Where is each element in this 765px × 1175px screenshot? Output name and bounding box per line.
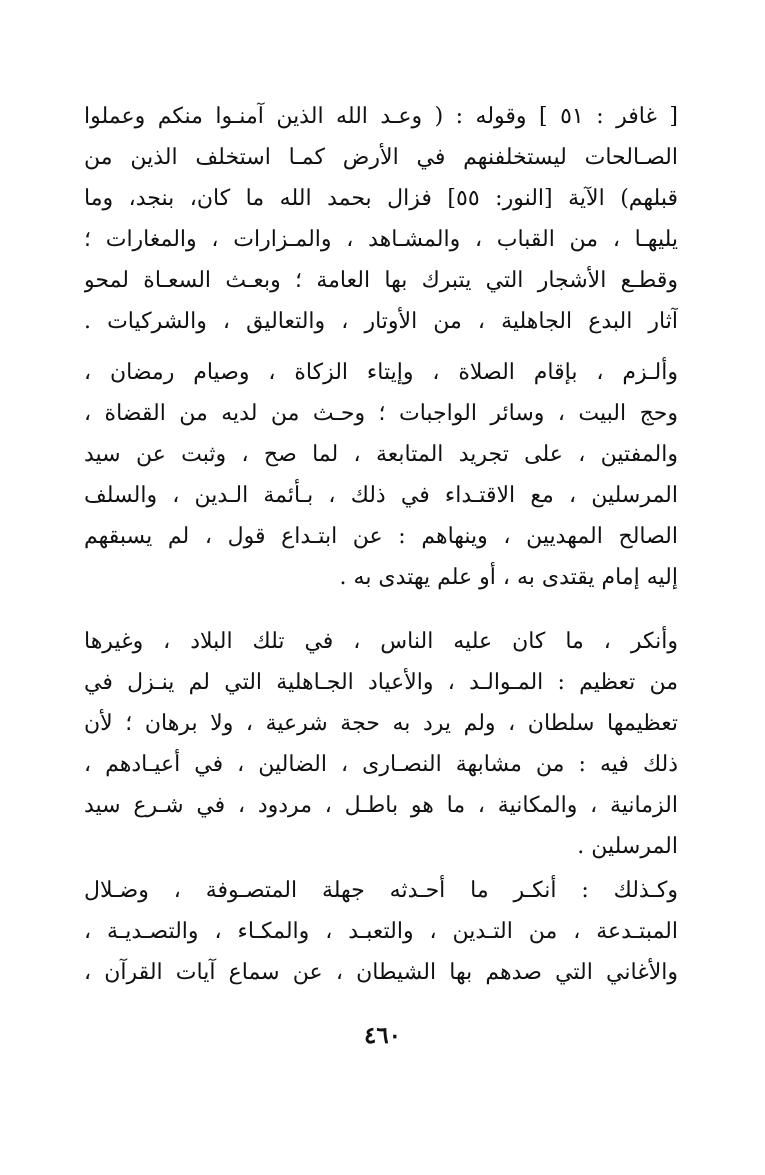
- paragraph-line: وألـزم ، بإقام الصلاة ، وإيتاء الزكاة ، وصيام رمضان ،: [84, 360, 678, 385]
- paragraph-line: ذلك فيه : من مشابهة النصـارى ، الضالين ، في أعيـادهم ،: [84, 752, 678, 777]
- paragraph-3: [84, 621, 678, 867]
- paragraph-line: الزمانية ، والمكانية ، ما هو باطـل ، مردود ، في شـرع سيد: [84, 793, 678, 818]
- paragraph-line: من تعظيم : المـوالـد ، والأعياد الجـاهلية التي لم ينـزل في: [84, 670, 678, 695]
- paragraph-2: [84, 352, 678, 598]
- paragraph-line: والمفتين ، على تجريد المتابعة ، لما صح ، وثبت عن سيد: [84, 442, 678, 467]
- paragraph-line: والأغاني التي صدهم بها الشيطان ، عن سماع آيات القرآن ،: [84, 960, 678, 985]
- paragraph-line: وحج البيت ، وسائر الواجبات ؛ وحـث من لديه من القضاة ،: [84, 401, 678, 426]
- paragraph-line: آثار البدع الجاهلية ، من الأوتار ، والتعاليق ، والشركيات .: [84, 309, 678, 334]
- paragraph-1: [84, 96, 678, 342]
- paragraph-line: المبتـدعة ، من التـدين ، والتعبـد ، والمكـاء ، والتصـديـة ،: [84, 919, 678, 944]
- paragraph-line: تعظيمها سلطان ، ولم يرد به حجة شرعية ، ولا برهان ؛ لأن: [84, 711, 678, 736]
- paragraph-line: إليه إمام يقتدى به ، أو علم يهتدى به .: [339, 565, 678, 590]
- paragraph-line: يليهـا ، من القباب ، والمشـاهد ، والمـزارات ، والمغارات ؛: [84, 227, 678, 252]
- paragraph-4: [84, 870, 678, 993]
- paragraph-line: الصـالحات ليستخلفنهم في الأرض كمـا استخلف الذين من: [84, 145, 678, 170]
- paragraph-line: وكـذلك : أنكـر ما أحـدثه جهلة المتصـوفة ، وضـلال: [84, 878, 678, 903]
- paragraph-line: وأنكر ، ما كان عليه الناس ، في تلك البلاد ، وغيرها: [84, 629, 678, 654]
- paragraph-line: [ غافر : ٥١ ] وقوله : ( وعـد الله الذين آمنـوا منكم وعملوا: [84, 104, 678, 129]
- paragraph-line: وقطـع الأشجار التي يتبرك بها العامة ؛ وبعـث السعـاة لمحو: [84, 268, 678, 293]
- paragraph-line: قبلهم) الآية [النور: ٥٥] فزال بحمد الله ما كان، بنجد، وما: [84, 186, 678, 211]
- paragraph-line: الصالح المهديين ، وينهاهم : عن ابتـداع قول ، لم يسبقهم: [84, 524, 678, 549]
- paragraph-line: المرسلين ، مع الاقتـداء في ذلك ، بـأئمة الـدين ، والسلف: [84, 483, 678, 508]
- page-number: ٤٦٠: [363, 1022, 402, 1049]
- paragraph-line: المرسلين .: [577, 834, 678, 859]
